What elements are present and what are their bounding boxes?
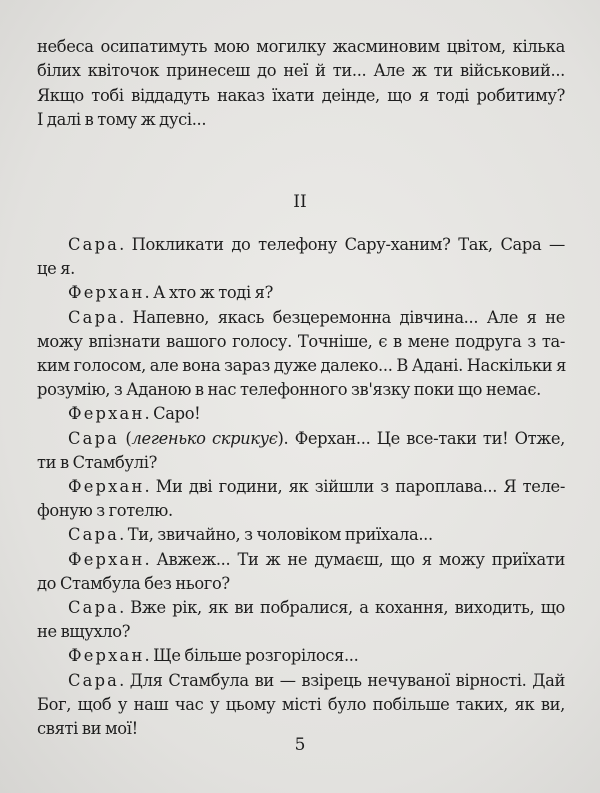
line-text: . Ми дві години, як зійшли з пароплава... Я теле- xyxy=(144,477,565,496)
speaker-name: Сара xyxy=(68,307,120,327)
line-text: . Вже рік, як ви побралися, а кохання, виходить, що xyxy=(119,598,565,617)
text-line xyxy=(68,427,565,451)
line-text: фоную з готелю. xyxy=(37,501,173,521)
text-line xyxy=(68,644,565,668)
speaker-name: Ферхан xyxy=(68,404,145,424)
text-line xyxy=(68,281,565,305)
text-line xyxy=(37,354,565,378)
line-text: можу впізнати вашого голосу. Точніше, є в мене подруга з та- xyxy=(37,331,565,351)
text-line xyxy=(37,572,565,596)
stage-direction: легенько скрикує xyxy=(131,428,278,448)
line-text: . Ще більше розгорілося... xyxy=(144,646,359,666)
line-text: . А хто ж тоді я? xyxy=(144,283,273,303)
line-text: . Ти, звичайно, з чоловіком приїхала... xyxy=(119,525,433,545)
line-text: Якщо тобі віддадуть наказ їхати деінде, що я тоді робитиму? xyxy=(37,85,565,105)
speaker-name: Сара xyxy=(68,670,120,690)
text-line xyxy=(68,523,565,547)
speaker-name: Ферхан xyxy=(68,549,145,569)
line-text: ( xyxy=(119,428,132,448)
line-text: І далі в тому ж дусі... xyxy=(37,110,207,130)
line-text: . Саро! xyxy=(144,404,201,424)
line-text: ти в Стамбулі? xyxy=(37,452,157,472)
text-line xyxy=(37,330,565,354)
line-text: Бог, щоб у наш час у цьому місті було побільше таких, як ви, xyxy=(37,694,565,714)
line-text: . Покликати до телефону Сару-ханим? Так, Сара — xyxy=(119,235,565,254)
text-line xyxy=(37,693,565,717)
speaker-name: Ферхан xyxy=(68,477,145,496)
text-line xyxy=(37,257,565,281)
line-text: ). Ферхан... Це все-таки ти! Отже, xyxy=(277,428,565,448)
text-line xyxy=(37,499,565,523)
line-text: ким голосом, але вона зараз дуже далеко... В Адані. Наскільки я xyxy=(37,356,567,375)
speaker-name: Сара xyxy=(68,235,120,254)
text-line xyxy=(68,233,565,257)
text-line xyxy=(37,451,565,475)
speaker-name: Ферхан xyxy=(68,646,145,666)
text-line xyxy=(68,402,565,426)
text-line xyxy=(37,378,565,402)
line-text: . Для Стамбула ви — взірець нечуваної вірності. Дай xyxy=(119,670,565,690)
text-line xyxy=(37,59,565,83)
line-text: . Напевно, якась безцеремонна дівчина... Але я не xyxy=(119,307,565,327)
text-line xyxy=(68,548,565,572)
text-line xyxy=(68,475,565,499)
text-line xyxy=(37,620,565,644)
line-text: . Авжеж... Ти ж не думаєш, що я можу приїхати xyxy=(144,549,565,569)
line-text: святі ви мої! xyxy=(37,719,138,738)
text-line xyxy=(68,669,565,693)
speaker-name: Ферхан xyxy=(68,283,145,303)
text-line xyxy=(68,306,565,330)
line-text: розумію, з Аданою в нас телефонного зв'язку поки що немає. xyxy=(37,380,541,400)
line-text: це я. xyxy=(37,259,75,279)
line-text: до Стамбула без нього? xyxy=(37,573,230,593)
speaker-name: Сара xyxy=(68,525,120,545)
section-number: II xyxy=(293,192,307,212)
page-number: 5 xyxy=(294,735,306,755)
line-text: не вщухло? xyxy=(37,622,131,642)
text-line xyxy=(68,596,565,620)
text-line xyxy=(37,35,565,59)
speaker-name: Сара xyxy=(68,428,120,448)
speaker-name: Сара xyxy=(68,598,120,617)
line-text: небеса осипатимуть мою могилку жасминовим цвітом, кілька xyxy=(37,37,565,56)
text-line xyxy=(37,84,565,108)
text-line xyxy=(37,108,565,132)
line-text: білих квіточок принесеш до неї й ти... Але ж ти військовий... xyxy=(37,61,565,81)
